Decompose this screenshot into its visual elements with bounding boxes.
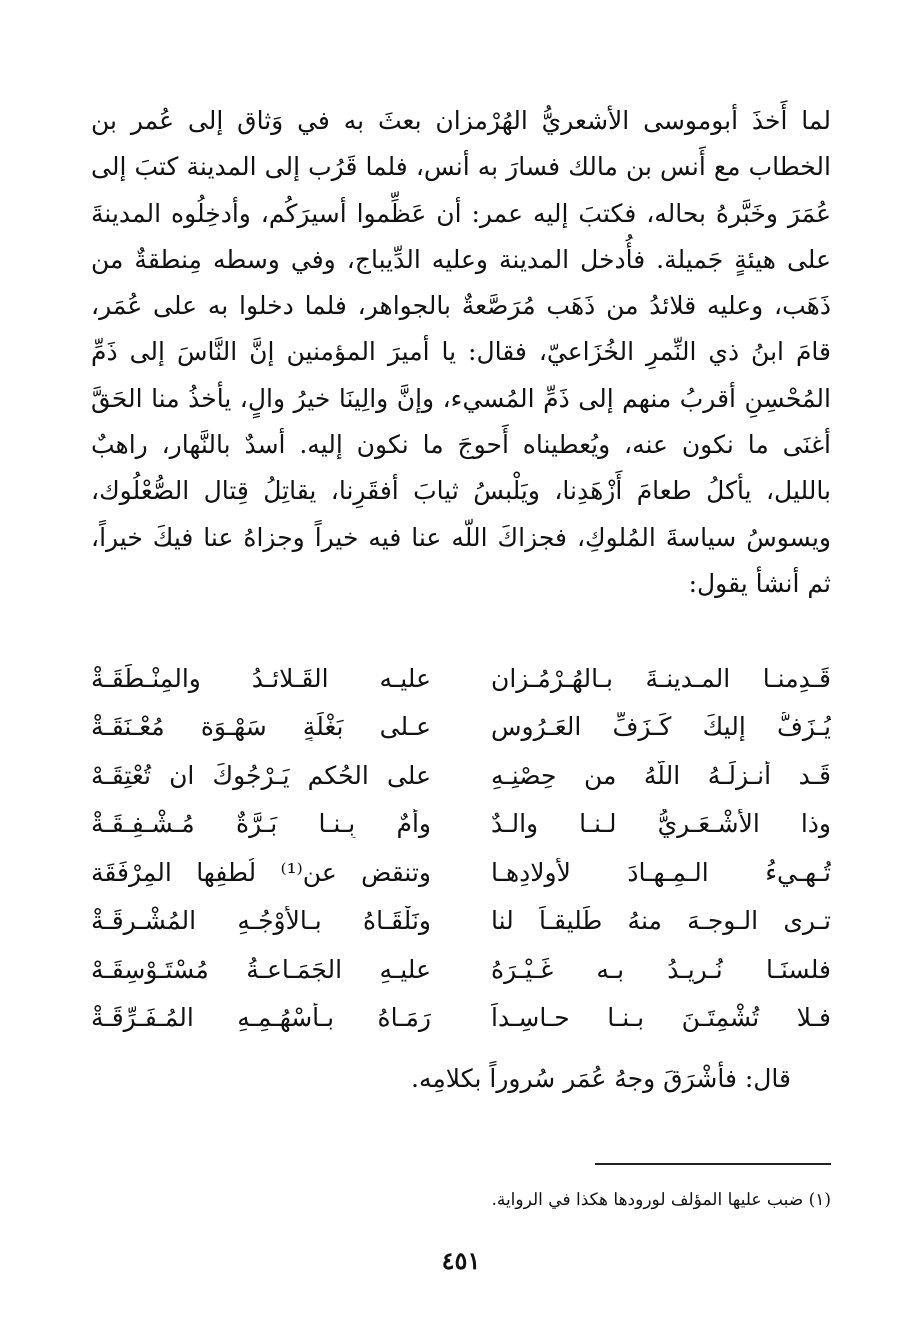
verse-first-hemistich: قَـد أنـزلَـهُ اللّهُ من حِصْنِـهِ [491, 760, 831, 790]
verse-second-hemistich: عليـه القَـلائـدُ والمِنْـطَقَـةْ [91, 663, 431, 693]
verse-second-hemistich: عـلى بَغْلَةٍ سَهْـوَة مُعْـنَقَـةْ [91, 712, 431, 742]
verse-first-hemistich: تـرى الـوجـهَ منهُ طَليقـاً لنا [491, 906, 831, 936]
poem-verse [91, 848, 831, 897]
poem-verse [91, 994, 831, 1043]
closing-line: قال: فأشْرَقَ وجهُ عُمَر سُروراً بكلامِه. [411, 1064, 791, 1093]
prose-text: لما أَخذَ أبوموسى الأشعريُّ الهُرْمزان بعثَ به في وَثاق إلى عُمر بن الخطاب مع أَنس بن مالك فسارَ به أنس، فلما قَرُب إلى المدينة كتبَ إلى عُمَرَ وخَبَّرهُ بحاله، فكتبَ إليه عمر: أن عَظِّموا أسيرَكُم، وأدخِلُوه المدينةَ على هيئةٍ جَميلة. فأُدخل المدينة وعليه الدِّيباج، وفي وسطه مِنطقةٌ من ذَهَب، وعليه قلائدُ من ذَهَب مُرَصَّعةٌ بالجواهر، فلما دخلوا به على عُمَر، قامَ ابنُ ذي النِّمرِ الخُزَاعيّ، فقال: يا أميرَ المؤمنين إنَّ النَّاسَ إلى ذَمِّ المُحْسِنِ أقربُ منهم إلى ذَمِّ المُسيء، وإنَّ والِينَا خيرُ والٍ، يأخذُ منا الحَقَّ أغنَى ما نكون عنه، ويُعطيناه أَحوجَ ما نكون إليه. أسدٌ بالنَّهار، راهبٌ بالليل، يأكلُ طعامَ أَزْهَدِنا، ويَلْبسُ ثيابَ أفقَرِنا، يقاتِلُ قِتال الصُّعْلُوك، ويسوسُ سياسةَ المُلوكِ، فجزاكَ اللّه عنا فيه خيراً وجزاهُ عنا فيكَ خيراً، ثم أنشأ يقول: [91, 106, 831, 598]
poem [91, 654, 831, 1042]
verse-first-hemistich: وذا الأشْـعَـريُّ لـنـا والـدٌ [491, 809, 831, 839]
verse-first-hemistich: فلسنَـا نُـريـدُ بـه غَـيْـرَهُ [491, 954, 831, 984]
verse-second-hemistich: عليـهِ الجَمَـاعـةُ مُسْتَـوْسِقَـهْ [91, 954, 431, 984]
prose-paragraph [91, 98, 831, 607]
verse-first-hemistich: قَـدِمنـا المـدينـةَ بـالهُـرْمُـزان [491, 663, 831, 693]
poem-verse [91, 703, 831, 752]
footnote: (١) ضبب عليها المؤلف لورودها هكذا في الرواية. [491, 1190, 831, 1210]
poem-verse [91, 800, 831, 849]
verse-first-hemistich: فـلا تُشْمِتَـنَ بـنـا حـاسِـداً [491, 1003, 831, 1033]
verse-first-hemistich: يُـزَفُّ إليكَ كَـزَفِّ العَـرُوسِ [491, 712, 831, 742]
poem-verse [91, 751, 831, 800]
poem-verse [91, 897, 831, 946]
page-number: ٤٥١ [441, 1246, 481, 1275]
verse-second-hemistich: رَمَـاهُ بـأَسْهُـمِـهِ المُـفَـرِّقَـةْ [91, 1003, 431, 1033]
verse-second-hemistich: وتنقض عن⁽¹⁾ لُطفِها المِرْفَقَة [91, 857, 431, 887]
verse-first-hemistich: تُـهـيءُ الـمِـهـادَ لأولادِهـا [491, 857, 831, 887]
verse-second-hemistich: على الحُكم يَـرْجُوكَ ان تُعْتِقَـهْ [91, 760, 431, 790]
footnote-separator [595, 1163, 831, 1165]
poem-verse [91, 654, 831, 703]
poem-verse [91, 945, 831, 994]
verse-second-hemistich: وأمٌ بِـنـا بَـرَّةٌ مُـشْـفِـقَـةْ [91, 809, 431, 839]
verse-second-hemistich: ونَلْقَـاهُ بـالأوْجُـهِ المُشْـرِقَـةْ [91, 906, 431, 936]
